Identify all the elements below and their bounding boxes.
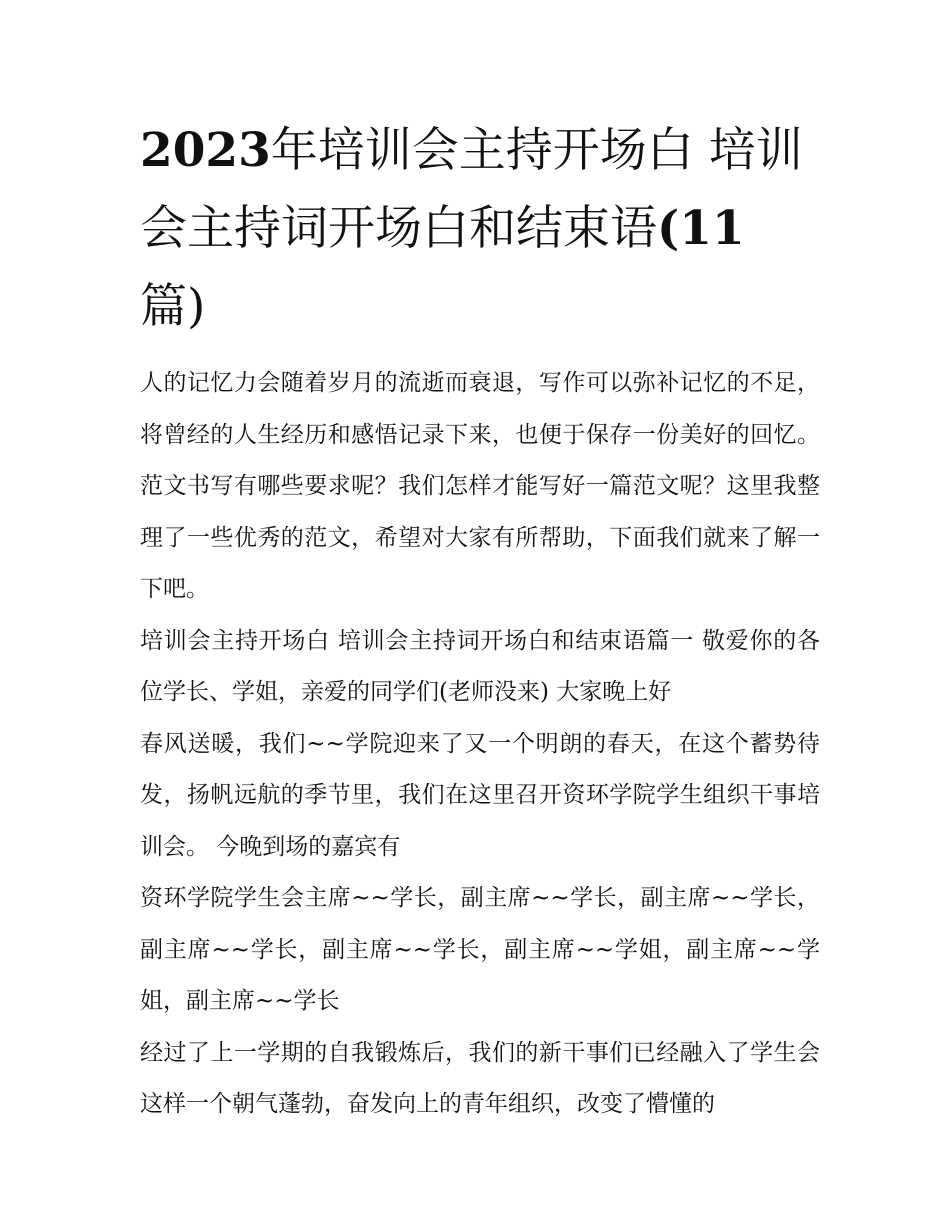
title-text: 年培训会主持开场白 培训会主持词开场白和结束语 (140, 123, 803, 256)
document-title (140, 112, 820, 346)
document-content (140, 112, 820, 1131)
paragraph-guests: 资环学院学生会主席~~学长，副主席~~学长，副主席~~学长，副主席~~学长，副主席~~学长，副主席~~学姐，副主席~~学姐，副主席~~学长 (140, 885, 820, 1014)
paragraph-intro: 人的记忆力会随着岁月的流逝而衰退，写作可以弥补记忆的不足，将曾经的人生经历和感悟记录下来，也便于保存一份美好的回忆。范文书写有哪些要求呢？我们怎样才能写好一篇范文呢？这里我整理了一些优秀的范文，希望对大家有所帮助，下面我们就来了解一下吧。 (140, 370, 820, 602)
title-suffix: 篇) (140, 279, 206, 334)
paragraph-greeting: 培训会主持开场白 培训会主持词开场白和结束语篇一 敬爱你的各位学长、学姐，亲爱的同学们(老师没来) 大家晚上好 (140, 627, 820, 705)
paragraph-opening: 春风送暖，我们~~学院迎来了又一个明朗的春天，在这个蓄势待发，扬帆远航的季节里，我们在这里召开资环学院学生组织干事培训会。 今晚到场的嘉宾有 (140, 730, 820, 860)
paragraph-review: 经过了上一学期的自我锻炼后，我们的新干事们已经融入了学生会这样一个朝气蓬勃，奋发向上的青年组织，改变了懵懂的 (140, 1039, 820, 1117)
title-year: 2023 (140, 123, 271, 178)
title-count: (11 (657, 201, 745, 256)
document-body (140, 358, 820, 1131)
